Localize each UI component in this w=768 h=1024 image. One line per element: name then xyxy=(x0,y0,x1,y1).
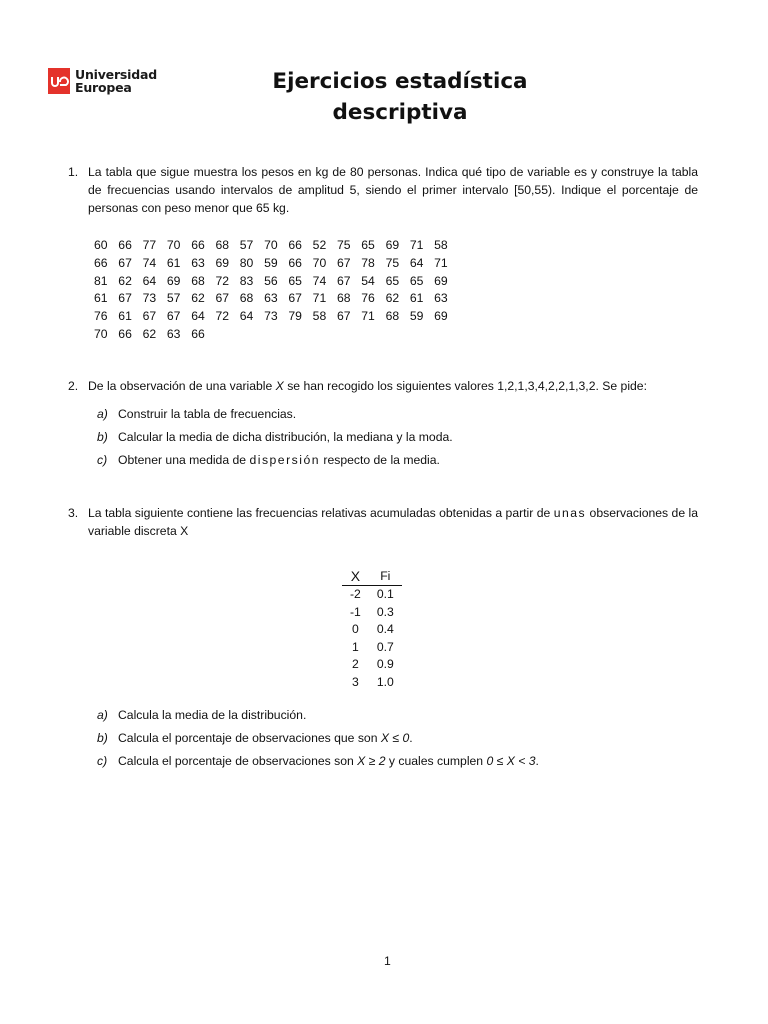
exercise-2-text-before: De la observación de una variable xyxy=(88,379,276,393)
cell-x: -2 xyxy=(350,587,361,601)
data-value: 57 xyxy=(239,238,254,252)
item-text-mid: y cuales cumplen xyxy=(385,754,487,768)
data-value: 78 xyxy=(361,255,375,270)
data-value: 68 xyxy=(385,309,400,324)
table-row xyxy=(342,674,402,692)
item-label: a) xyxy=(97,708,108,722)
data-value: 67 xyxy=(118,255,132,270)
data-value: 83 xyxy=(239,273,254,288)
data-value: 63 xyxy=(191,255,205,270)
data-row xyxy=(94,254,458,272)
data-value: 64 xyxy=(239,309,254,324)
data-value: 72 xyxy=(215,273,230,288)
logo-text xyxy=(75,68,157,94)
item-text xyxy=(118,729,413,747)
cell-x: 2 xyxy=(352,657,359,671)
item-label: c) xyxy=(97,754,108,768)
cell-x: 0 xyxy=(352,622,359,636)
exercise-1-number: 1. xyxy=(68,165,79,179)
data-value: 66 xyxy=(118,326,132,341)
title-line2: descriptiva xyxy=(332,100,468,125)
data-value: 67 xyxy=(215,291,230,306)
data-row xyxy=(94,307,458,325)
data-value: 71 xyxy=(312,291,327,306)
data-value: 52 xyxy=(312,238,327,252)
data-value: 68 xyxy=(336,291,351,306)
cell-fi: 0.7 xyxy=(376,639,394,654)
data-value: 72 xyxy=(215,309,230,324)
data-value: 59 xyxy=(264,255,278,270)
data-value: 64 xyxy=(191,309,205,324)
item-text-before: Calcula el porcentaje de observaciones son xyxy=(118,754,358,768)
data-value: 67 xyxy=(166,309,181,324)
data-value: 66 xyxy=(191,326,205,341)
data-value: 80 xyxy=(239,255,254,270)
data-value: 59 xyxy=(409,309,424,324)
table-row xyxy=(342,604,402,622)
data-value: 71 xyxy=(409,238,424,252)
data-value: 61 xyxy=(118,309,132,324)
data-value: 63 xyxy=(434,291,448,306)
data-value: 62 xyxy=(142,326,157,341)
data-value: 67 xyxy=(118,291,132,306)
data-value: 76 xyxy=(94,309,108,324)
cumulative-frequency-table xyxy=(342,567,402,691)
cell-x: 1 xyxy=(352,639,359,654)
cell-fi: 0.9 xyxy=(376,657,394,671)
exercise-3-text-before: La tabla siguiente contiene las frecuencias relativas acumuladas obtenidas a partir de xyxy=(88,506,554,520)
data-value: 66 xyxy=(191,238,205,252)
data-value: 62 xyxy=(385,291,400,306)
data-value: 69 xyxy=(434,273,448,288)
exercise-3-text-after: observaciones de la variable discreta X xyxy=(88,506,698,538)
data-value: 66 xyxy=(288,238,302,252)
item-text: Calcula la media de la distribución. xyxy=(118,708,307,722)
data-value: 75 xyxy=(385,255,400,270)
data-value: 65 xyxy=(409,273,424,288)
data-value: 73 xyxy=(264,309,278,324)
table-row xyxy=(342,586,402,604)
item-text-after: . xyxy=(409,731,413,745)
logo-line2: Europea xyxy=(75,80,132,95)
exercise-3 xyxy=(68,504,698,540)
item-label: b) xyxy=(97,430,108,444)
data-value: 67 xyxy=(336,273,351,288)
math-expression: X ≥ 2 xyxy=(357,754,386,768)
cell-x: -1 xyxy=(350,604,361,619)
exercise-3-text-spaced: unas xyxy=(553,506,587,520)
item-text-spaced: dispersión xyxy=(249,453,321,467)
data-value: 74 xyxy=(312,273,327,288)
item-label: b) xyxy=(97,731,108,745)
exercise-2-number: 2. xyxy=(68,379,79,393)
exercise-2-text-after: se han recogido los siguientes valores 1,2,1,3,4,2,2,1,3,2. Se pide: xyxy=(283,379,647,393)
data-value: 67 xyxy=(336,309,351,324)
item-text-before: Obtener una medida de xyxy=(118,453,250,467)
data-value: 69 xyxy=(385,238,400,252)
column-header-fi: Fi xyxy=(369,567,402,586)
cell-fi: 0.1 xyxy=(376,587,394,601)
item-text-before: Calcula el porcentaje de observaciones que son xyxy=(118,731,381,745)
math-expression: X ≤ 0 xyxy=(380,731,410,745)
data-value: 70 xyxy=(264,238,278,252)
data-value: 68 xyxy=(191,273,205,288)
data-value: 66 xyxy=(94,255,108,270)
data-value: 67 xyxy=(336,255,351,270)
data-value: 71 xyxy=(361,309,375,324)
data-value: 54 xyxy=(361,273,375,288)
ue-logo-icon xyxy=(48,68,70,94)
data-value: 65 xyxy=(361,238,375,252)
data-value: 63 xyxy=(166,326,181,341)
data-value: 74 xyxy=(142,255,157,270)
item-text: Calcular la media de dicha distribución, la mediana y la moda. xyxy=(118,430,453,444)
data-value: 62 xyxy=(118,273,132,288)
item-text: Construir la tabla de frecuencias. xyxy=(118,407,297,421)
math-expression: 0 ≤ X < 3 xyxy=(486,754,536,768)
table-header-row xyxy=(342,567,402,586)
data-value: 64 xyxy=(409,255,424,270)
item-text-after: respecto de la media. xyxy=(320,453,440,467)
exercise-3-text xyxy=(88,504,698,540)
data-value: 70 xyxy=(312,255,327,270)
exercise-2-text xyxy=(88,377,698,395)
table-row xyxy=(342,656,402,674)
data-value: 81 xyxy=(94,273,108,288)
data-value: 65 xyxy=(288,273,302,288)
data-value: 69 xyxy=(166,273,181,288)
item-label: c) xyxy=(97,453,108,467)
item-text xyxy=(118,752,539,770)
page-number: 1 xyxy=(384,954,391,968)
item-text-after: . xyxy=(535,754,539,768)
data-row xyxy=(94,325,458,343)
data-value: 68 xyxy=(239,291,254,306)
data-value: 67 xyxy=(142,309,157,324)
data-value: 69 xyxy=(434,309,448,324)
cell-fi: 0.4 xyxy=(376,622,394,636)
exercise-1-text: La tabla que sigue muestra los pesos en kg de 80 personas. Indica qué tipo de variable es y construye la tabla de frecuencias usando intervalos de amplitud 5, siendo el primer intervalo [50,55). Indique el porcentaje de personas con peso menor que 65 kg. xyxy=(88,165,698,215)
data-value: 58 xyxy=(312,309,327,324)
data-value: 63 xyxy=(264,291,278,306)
data-value: 70 xyxy=(166,238,181,252)
exercise-2 xyxy=(68,377,698,395)
logo-line1: Universidad xyxy=(75,67,157,82)
data-value: 62 xyxy=(191,291,205,306)
cell-fi: 1.0 xyxy=(376,674,394,689)
data-value: 65 xyxy=(385,273,400,288)
variable-x: X xyxy=(275,379,284,393)
universidad-europea-logo xyxy=(48,68,157,94)
data-value: 61 xyxy=(166,255,181,270)
data-value: 57 xyxy=(166,291,181,306)
title-line1: Ejercicios estadística xyxy=(272,69,528,94)
data-value: 79 xyxy=(288,309,302,324)
data-row xyxy=(94,289,458,307)
item-label: a) xyxy=(97,407,108,421)
data-value: 64 xyxy=(142,273,157,288)
exercise-1 xyxy=(68,163,698,217)
cell-x: 3 xyxy=(352,674,359,689)
data-value: 70 xyxy=(94,326,108,341)
data-value: 75 xyxy=(336,238,351,252)
table-row xyxy=(342,639,402,657)
weights-data-grid xyxy=(94,236,458,343)
data-value: 68 xyxy=(215,238,230,252)
data-value: 66 xyxy=(118,238,132,252)
data-row xyxy=(94,272,458,290)
data-value: 60 xyxy=(94,238,108,252)
data-value: 77 xyxy=(142,238,157,252)
data-value: 66 xyxy=(288,255,302,270)
data-value: 61 xyxy=(94,291,108,306)
table-row xyxy=(342,621,402,639)
data-row xyxy=(94,236,458,254)
column-header-x: X xyxy=(342,567,369,586)
data-value: 69 xyxy=(215,255,230,270)
data-value: 56 xyxy=(264,273,278,288)
cell-fi: 0.3 xyxy=(376,604,394,619)
data-value: 76 xyxy=(361,291,375,306)
data-value: 61 xyxy=(409,291,424,306)
data-value: 73 xyxy=(142,291,157,306)
data-value: 71 xyxy=(434,255,448,270)
data-value: 67 xyxy=(288,291,302,306)
exercise-3-number: 3. xyxy=(68,506,79,520)
data-value: 58 xyxy=(434,238,448,252)
page-title xyxy=(200,66,600,128)
item-text xyxy=(118,451,440,469)
